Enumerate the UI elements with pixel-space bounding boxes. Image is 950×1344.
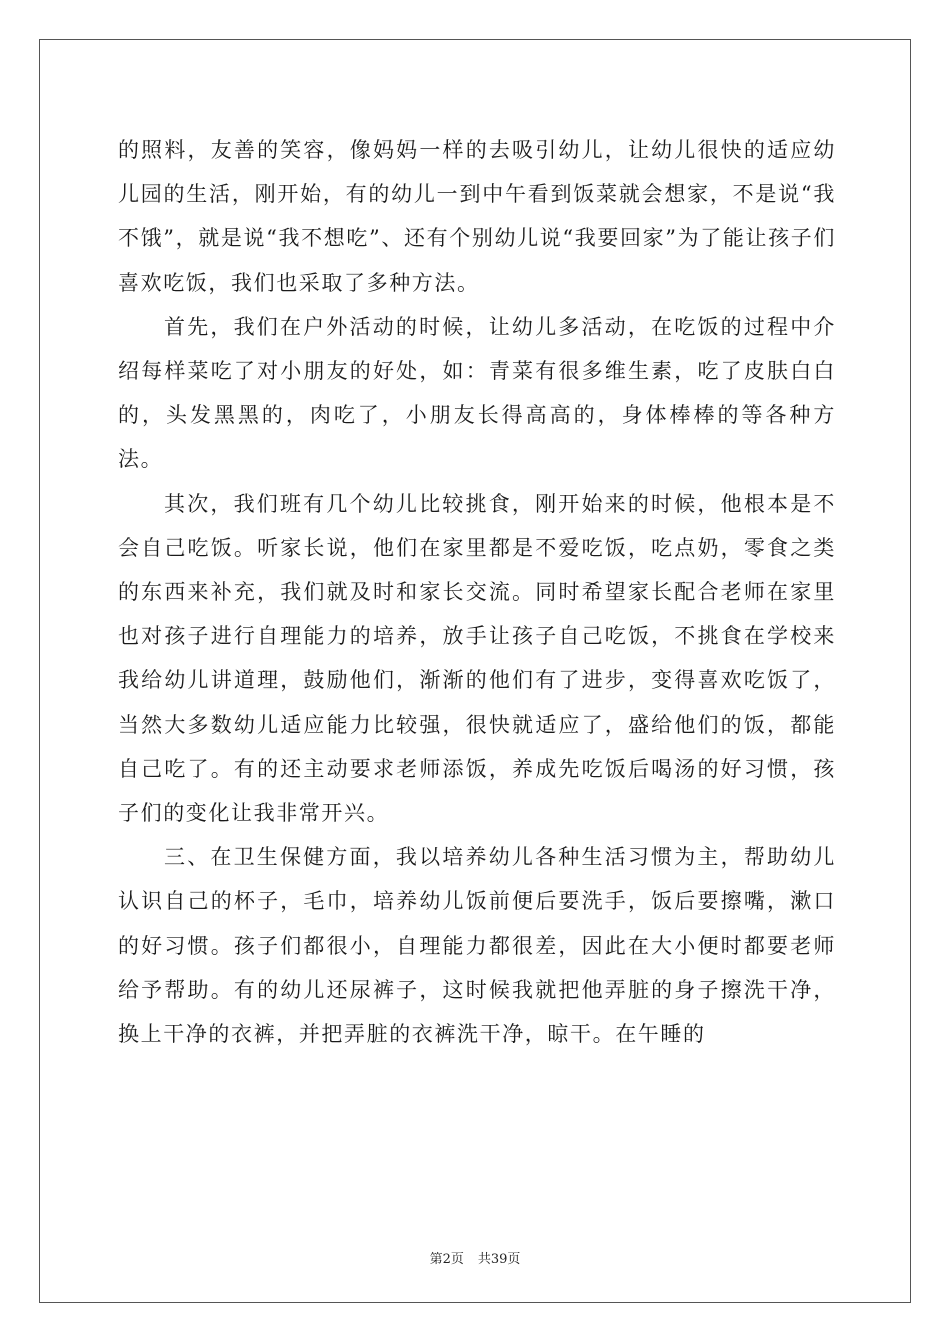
page-total: 共39页 bbox=[477, 1252, 521, 1267]
page-footer bbox=[0, 1248, 950, 1267]
paragraph-3: 其次，我们班有几个幼儿比较挑食，刚开始来的时候，他根本是不会自己吃饭。听家长说，他们在家里都是不爱吃饭，吃点奶，零食之类的东西来补充，我们就及时和家长交流。同时希望家长配合老师在家里也对孩子进行自理能力的培养，放手让孩子自己吃饭，不挑食在学校来我给幼儿讲道理，鼓励他们，渐渐的他们有了进步，变得喜欢吃饭了，当然大多数幼儿适应能力比较强，很快就适应了，盛给他们的饭，都能自己吃了。有的还主动要求老师添饭，养成先吃饭后喝汤的好习惯，孩子们的变化让我非常开兴。 bbox=[118, 491, 836, 826]
paragraph-1: 的照料，友善的笑容，像妈妈一样的去吸引幼儿，让幼儿很快的适应幼儿园的生活，刚开始，有的幼儿一到中午看到饭菜就会想家，不是说“我不饿”，就是说“我不想吃”、还有个别幼儿说“我要回家”为了能让孩子们喜欢吃饭，我们也采取了多种方法。 bbox=[118, 138, 836, 295]
paragraph-4: 三、在卫生保健方面，我以培养幼儿各种生活习惯为主，帮助幼儿认识自己的杯子，毛巾，培养幼儿饭前便后要洗手，饭后要擦嘴，漱口的好习惯。孩子们都很小，自理能力都很差，因此在大小便时都要老师给予帮助。有的幼儿还尿裤子，这时候我就把他弄脏的身子擦洗干净，换上干净的衣裤，并把弄脏的衣裤洗干净，晾干。在午睡的 bbox=[118, 845, 836, 1047]
paragraph-2: 首先，我们在户外活动的时候，让幼儿多活动，在吃饭的过程中介绍每样菜吃了对小朋友的好处，如：青菜有很多维生素，吃了皮肤白白的，头发黑黑的，肉吃了，小朋友长得高高的，身体棒棒的等各种方法。 bbox=[118, 314, 836, 472]
document-body bbox=[118, 128, 836, 1056]
page-number: 第2页 bbox=[429, 1252, 464, 1267]
